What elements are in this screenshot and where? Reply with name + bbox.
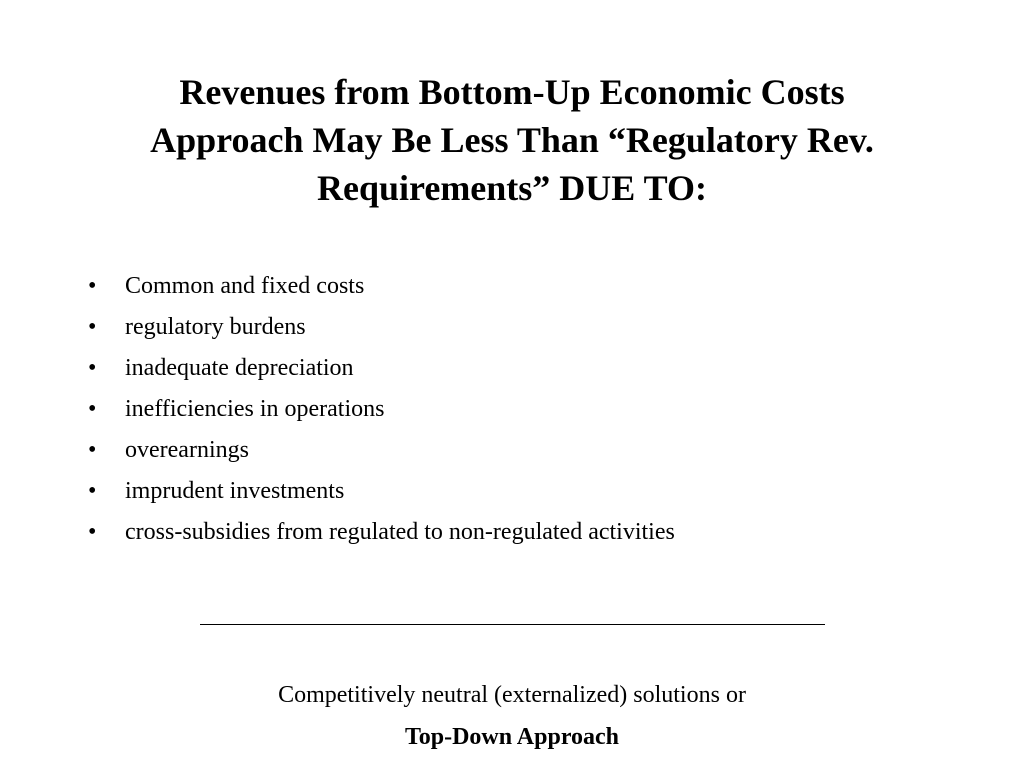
bullet-dot-icon: • xyxy=(88,355,97,381)
title-line: Approach May Be Less Than “Regulatory Rev. xyxy=(150,120,874,160)
bullet-list xyxy=(88,266,675,553)
bullet-item xyxy=(88,389,675,430)
bullet-text: Common and fixed costs xyxy=(125,273,365,299)
bullet-text: cross-subsidies from regulated to non-regulated activities xyxy=(125,519,675,545)
bullet-dot-icon: • xyxy=(88,478,97,504)
bullet-dot-icon: • xyxy=(88,314,97,340)
bullet-item xyxy=(88,471,675,512)
bullet-item xyxy=(88,430,675,471)
bullet-text: imprudent investments xyxy=(125,478,345,504)
bullet-item xyxy=(88,348,675,389)
bullet-text: inefficiencies in operations xyxy=(125,396,385,422)
title-line: Requirements” DUE TO: xyxy=(316,168,708,208)
bullet-item xyxy=(88,307,675,348)
approach-heading: Top-Down Approach xyxy=(404,724,620,750)
bullet-text: regulatory burdens xyxy=(125,314,306,340)
bullet-dot-icon: • xyxy=(88,273,97,299)
horizontal-divider xyxy=(200,624,825,625)
title-line: Revenues from Bottom-Up Economic Costs xyxy=(179,72,845,112)
bullet-dot-icon: • xyxy=(88,437,97,463)
bullet-text: overearnings xyxy=(125,437,249,463)
slide-title xyxy=(0,68,1024,212)
bullet-item xyxy=(88,512,675,553)
bullet-dot-icon: • xyxy=(88,396,97,422)
bullet-item xyxy=(88,266,675,307)
bullet-text: inadequate depreciation xyxy=(125,355,354,381)
bullet-dot-icon: • xyxy=(88,519,97,545)
solution-text: Competitively neutral (externalized) solutions or xyxy=(278,682,746,708)
